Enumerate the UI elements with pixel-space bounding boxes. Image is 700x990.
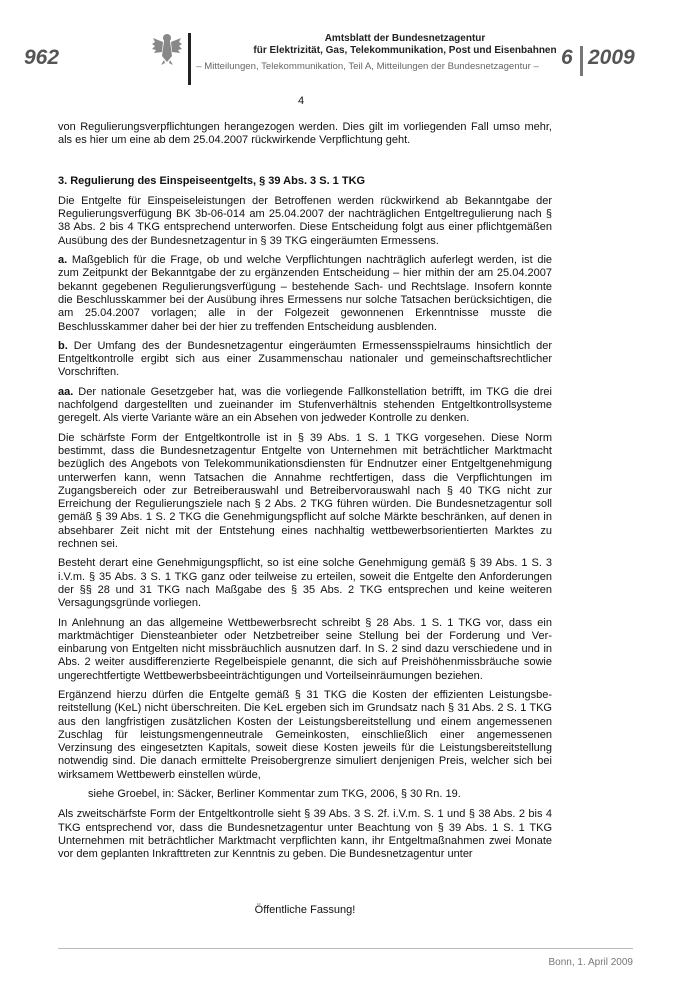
paragraph-label: b.: [58, 339, 68, 352]
issue-divider: [580, 46, 583, 76]
header-subtitle: – Mitteilungen, Telekommunikation, Teil A, Mitteilungen der Bundesnetzagentur –: [196, 61, 539, 72]
document-body: [58, 121, 552, 868]
footer-date: Bonn, 1. April 2009: [548, 957, 633, 968]
issue-number: 6: [561, 46, 573, 69]
paragraph: Ergänzend hierzu dürfen die Entgelte gemäß § 31 TKG die Kosten der effizienten Leistungsbereitstellung (KeL) nicht überschreiten. Die KeL ergeben sich im Grundsatz nach § 31 Abs. 2 S. 1 TKG aus den langfristigen zusätzlichen Kosten der Leistungsbereitstellung und einem angemessenen Zuschlag für leistungsmengenneutrale Gemeinkosten, einschließlich einer angemessenen Verzinsung des eingesetzten Kapitals, soweit diese Kosten jeweils für die Leistungsbereitstellung notwendig sind. Die danach ermittelte Preisobergrenze simuliert denjenigen Preis, welcher sich bei wirksamem Wettbewerb einstellen würde,: [58, 688, 552, 781]
paragraph-text: Der Umfang des der Bundesnetzagentur eingeräumten Ermessensspielraums hinsichtlich der Entgeltkontrolle ergibt sich aus einer Zusammenschau nationaler und gemeinschaftsrechtlicher Vorschriften.: [58, 339, 552, 379]
inner-page-number: 4: [298, 95, 305, 107]
header-title: Amtsblatt der Bundesnetzagentur: [324, 33, 486, 44]
paragraph: Die schärfste Form der Entgeltkontrolle ist in § 39 Abs. 1 S. 1 TKG vorgesehen. Diese Norm bestimmt, dass die Bundesnetzagentur Entgelte von Unternehmen mit beträchtlicher Marktmacht bezüglich des Angebots von Telekommunikationsdiensten für Endnutzer einer Entgeltgenehmigung unterwerfen kann, wenn Tatsachen die Annahme rechtfertigen, dass die Verpflichtungen im Zugangsbereich oder zur Betreiberauswahl und Betreibervorauswahl nach § 40 TKG nicht zur Erreichung der Regulierungsziele nach § 2 Abs. 2 TKG führen würden. Die Bundesnetzagentur soll gemäß § 39 Abs. 1 S. 2 TKG die Genehmigungspflicht auf solche Märkte beschränken, auf denen in absehbarer Zeit nicht mit der Entstehung eines nachhaltig wettbewerbsorientierten Marktes zu rechnen sei.: [58, 431, 552, 551]
paragraph-a: [58, 254, 552, 334]
header-divider: [188, 33, 191, 85]
paragraph-b: [58, 340, 552, 380]
public-version-notice: Öffentliche Fassung!: [254, 904, 356, 916]
paragraph: Die Entgelte für Einspeiseleistungen der Betroffenen werden rückwirkend ab Bekanntgabe der Regulierungsverfügung BK 3b-06-014 am 25.04.2007 der nachträglichen Entgeltregulierung nach § 38 Abs. 2 bis 4 TKG entsprechend unterworfen. Diese Entscheidung folgt aus einer pflichtgemäßen Ausübung des der Bundesnetzagentur in § 39 TKG eingeräumten Ermessens.: [58, 194, 552, 247]
intro-paragraph: von Regulierungsverpflichtungen herangezogen werden. Dies gilt im vorliegenden Fall umso mehr, als es hier um eine ab dem 25.04.2007 rückwirkende Verpflichtung geht.: [58, 121, 552, 147]
issue-year: 2009: [588, 46, 635, 69]
header-title-secondary: für Elektrizität, Gas, Telekommunikation, Post und Eisenbahnen: [253, 45, 557, 56]
page-number: 962: [24, 46, 60, 69]
paragraph: In Anlehnung an das allgemeine Wettbewerbsrecht schreibt § 28 Abs. 1 S. 1 TKG vor, dass ein marktmächtiger Diensteanbieter oder Netzbetreiber seine Stellung bei der Forderung und Vereinbarung von Entgelten nicht missbräuchlich ausnutzen darf. In S. 2 sind dazu verschiedene und in Abs. 2 weiter ausdifferenzierte Regelbeispiele genannt, die sich auf Preishöhenmissbräuche sowie ungerechtfertigte Wettbewerbsbeeinträchtigungen und Vorteilseinräumungen beziehen.: [58, 616, 552, 682]
citation: siehe Groebel, in: Säcker, Berliner Kommentar zum TKG, 2006, § 30 Rn. 19.: [88, 788, 461, 801]
paragraph: Besteht derart eine Genehmigungspflicht, so ist eine solche Genehmigung gemäß § 39 Abs. 1 S. 3 i.V.m. § 35 Abs. 3 S. 1 TKG ganz oder teilweise zu erteilen, soweit die Entgelte den Anforderungen der §§ 28 und 31 TKG nach Maßgabe des § 35 Abs. 2 TKG entsprechen und keine weiteren Versagungsgründe vorliegen.: [58, 557, 552, 610]
paragraph-text: Maßgeblich für die Frage, ob und welche Verpflichtungen nachträglich auferlegt werden, ist die zum Zeitpunkt der Bekanntgabe der zu ergänzenden Entscheidung – hier mithin der am 25.04.2007 bekannt gegebenen Regulierungsverfügung – bestehende Sach- und Rechtslage. Insofern konnte die Beschlusskammer bei der Ausübung ihres Ermessens nur solche Tatsachen berücksichtigen, die am 25.04.2007 vorlagen; alle in der Folgezeit gewonnenen Erkenntnisse musste die Beschlusskammer daher bei der hier zu treffenden Entscheidung ausblenden.: [58, 254, 553, 333]
footer-divider: [58, 948, 633, 949]
paragraph-label: a.: [58, 254, 68, 267]
paragraph-aa: [58, 386, 552, 426]
federal-eagle-icon: [151, 32, 183, 66]
paragraph: Als zweitschärfste Form der Entgeltkontrolle sieht § 39 Abs. 3 S. 2f. i.V.m. S. 1 und § 38 Abs. 2 bis 4 TKG entsprechend vor, dass die Bundesnetzagentur unter Beachtung von § 39 Abs. 1 S. 1 TKG Unternehmen mit beträchtlicher Marktmacht verpflichten kann, ihr Entgeltmaßnahmen zwei Monate vor dem geplanten Inkrafttreten zur Kenntnis zu geben. Die Bundesnetzagentur unter: [58, 808, 552, 861]
paragraph-text: Der nationale Gesetzgeber hat, was die vorliegende Fallkonstellation betrifft, im TKG die drei nachfolgend dargestellten und zueinander im Stufenverhältnis stehenden Entgeltkontrollsysteme geregelt. Als vierte Variante wäre an ein Absehen von jedweder Kontrolle zu denken.: [58, 385, 552, 425]
section-heading: 3. Regulierung des Einspeiseentgelts, § 39 Abs. 3 S. 1 TKG: [58, 174, 366, 187]
paragraph-label: aa.: [58, 385, 74, 398]
